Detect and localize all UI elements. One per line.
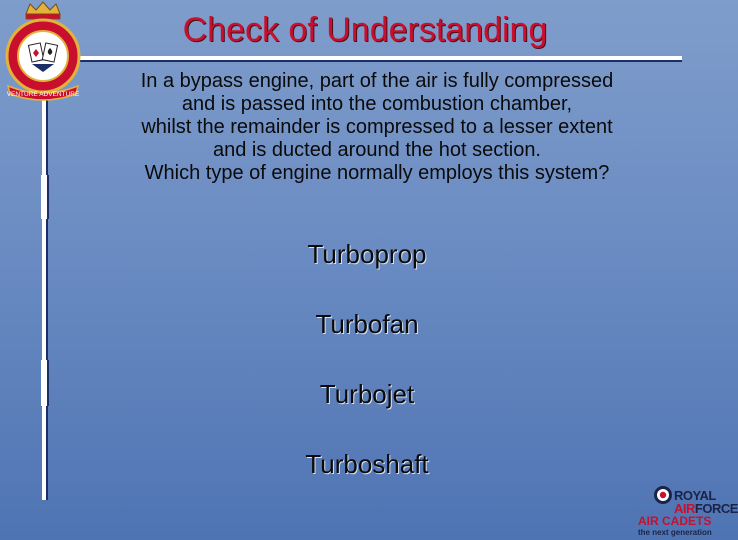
answer-option-turboprop[interactable]: Turboprop: [307, 239, 427, 269]
raf-logo-force: FORCE: [694, 501, 738, 516]
air-cadets-crest-logo: [0, 0, 86, 104]
left-rail-segment: [41, 175, 47, 219]
raf-logo-line1: ROYAL: [674, 488, 716, 503]
left-rail-segment: [41, 360, 47, 406]
answer-option-turbojet[interactable]: Turbojet: [319, 379, 415, 409]
answer-option-turbofan[interactable]: Turbofan: [315, 309, 419, 339]
answer-option-turboshaft[interactable]: Turboshaft: [305, 449, 429, 479]
question-text: [84, 70, 670, 185]
crest-motto: VENTURE ADVENTURE: [6, 91, 80, 98]
question-line: whilst the remainder is compressed to a lesser extent: [141, 116, 613, 138]
question-line: and is ducted around the hot section.: [212, 139, 541, 161]
left-rail: [42, 92, 46, 500]
raf-logo-cadets: AIR CADETS: [638, 514, 712, 528]
page-title: Check of Understanding: [182, 11, 548, 49]
raf-logo-air: AIR: [674, 501, 695, 516]
roundel-icon: [652, 484, 674, 506]
question-line: and is passed into the combustion chamber,: [181, 93, 573, 115]
question-line: In a bypass engine, part of the air is fully compressed: [140, 70, 614, 92]
title-underline: [72, 56, 682, 60]
question-line: Which type of engine normally employs this system?: [144, 162, 610, 184]
raf-logo-tagline: the next generation: [638, 528, 712, 537]
